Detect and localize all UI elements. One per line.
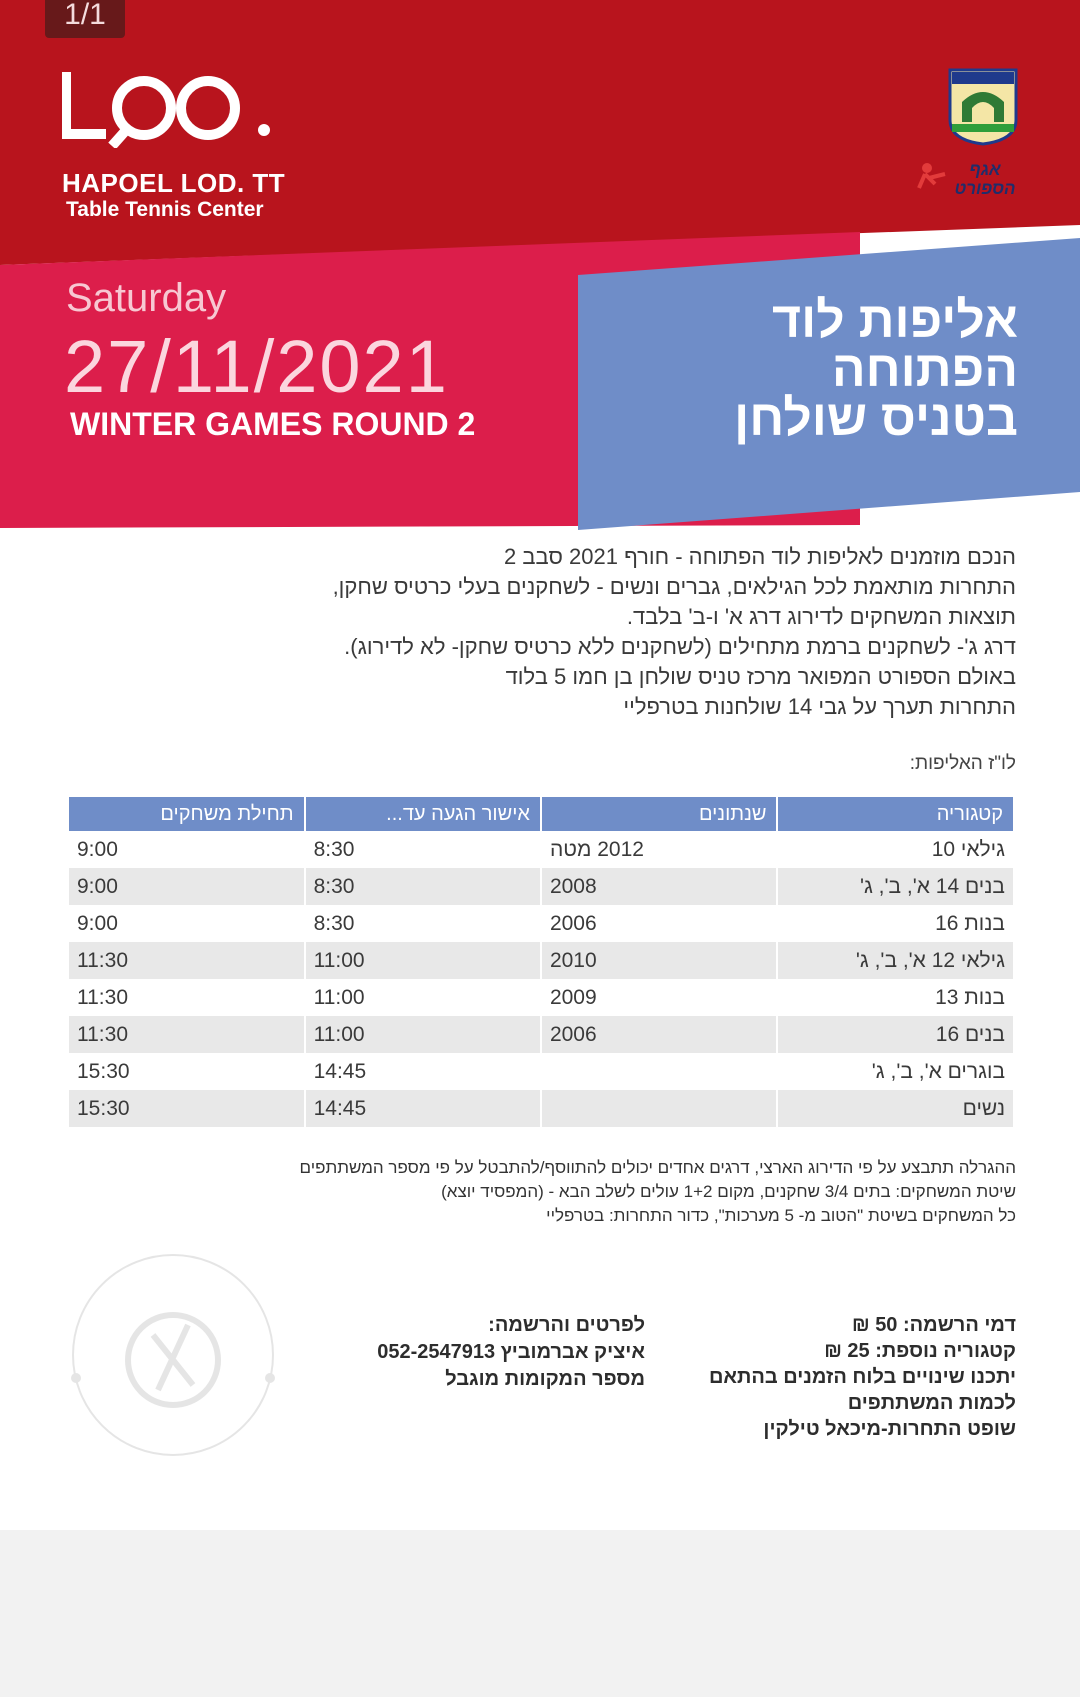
cell-category: גילאי 10 xyxy=(931,837,1005,861)
intro-line: התחרות מותאמת לכל הגילאים, גברים ונשים - לשחקנים בעלי כרטיס שחקן, xyxy=(332,574,1016,599)
cell-years: 2006 xyxy=(542,1016,777,1053)
intro-text xyxy=(116,542,1016,722)
cell-confirm: 8:30 xyxy=(313,837,355,861)
cell-years: 2012 מטה xyxy=(549,837,644,861)
note-line: כל המשחקים בשיטת "הטוב מ- 5 מערכות", כדור התחרות: בטרפליי xyxy=(546,1206,1016,1225)
cell-start: 15:30 xyxy=(69,1090,304,1127)
page-indicator: 1/1 xyxy=(45,0,125,38)
title-line: בטניס שולחן xyxy=(734,390,1018,446)
schedule-table xyxy=(67,797,1015,1127)
contact-line: איציק אברמוביץ 052-2547913 xyxy=(377,1341,645,1363)
contact-block xyxy=(340,1312,645,1393)
table-row xyxy=(69,1090,1013,1127)
cell-start: 11:30 xyxy=(77,985,128,1009)
fee-line: יתכנו שינויים בלוח הזמנים בהתאם xyxy=(708,1366,1016,1388)
header-confirm: אישור הגעה עד... xyxy=(306,797,540,831)
intro-line: דרג ג'- לשחקנים ברמת מתחילים (לשחקנים ללא כרטיס שחקן- לא לדירוג). xyxy=(344,634,1016,659)
cell-category: גילאי 12 א', ב', ג' xyxy=(778,942,1013,979)
cell-years xyxy=(542,1090,777,1127)
table-row xyxy=(69,979,1013,1016)
title-line: הפתוחה xyxy=(831,341,1018,397)
cell-start: 15:30 xyxy=(77,1059,130,1083)
event-day: Saturday xyxy=(66,276,227,320)
fees-block xyxy=(696,1312,1016,1442)
fee-line: שופט התחרות-מיכאל טילקין xyxy=(763,1418,1016,1440)
fee-line: קטגוריה נוספת: 25 ₪ xyxy=(824,1340,1016,1362)
cell-years xyxy=(542,1053,777,1090)
schedule-header-row xyxy=(69,797,1013,831)
cell-confirm: 11:00 xyxy=(313,985,365,1009)
cell-start: 11:30 xyxy=(69,942,304,979)
cell-category: בוגרים א', ב', ג' xyxy=(871,1059,1005,1083)
lod-logo-icon xyxy=(62,68,272,148)
club-name: HAPOEL LOD. TT xyxy=(62,168,286,198)
city-emblem-icon xyxy=(948,68,1018,146)
intro-line: באולם הספורט המפואר מרכז טניס שולחן בן חמו 5 בלוד xyxy=(505,664,1016,689)
table-row xyxy=(69,905,1013,942)
intro-line: התחרות תערך על גבי 14 שולחנות בטרפליי xyxy=(623,694,1016,719)
cell-confirm: 11:00 xyxy=(306,1016,540,1053)
title-line: אליפות לוד xyxy=(771,292,1018,348)
cell-years: 2008 xyxy=(542,868,777,905)
sport-department-label: אגף הספורט xyxy=(954,160,1016,198)
club-subtitle: Table Tennis Center xyxy=(66,198,264,221)
schedule-label: לו"ז האליפות: xyxy=(909,753,1016,774)
table-row xyxy=(69,831,1013,868)
header-category: קטגוריה xyxy=(778,797,1013,831)
rules-notes xyxy=(116,1156,1016,1228)
event-round: WINTER GAMES ROUND 2 xyxy=(70,406,476,442)
cell-years: 2009 xyxy=(549,985,597,1009)
cell-category: בנים 16 xyxy=(778,1016,1013,1053)
cell-category: בנות 16 xyxy=(935,911,1005,935)
fee-line: לכמות המשתתפים xyxy=(847,1392,1016,1414)
table-row xyxy=(69,1016,1013,1053)
fee-line: דמי הרשמה: 50 ₪ xyxy=(851,1314,1016,1336)
cell-category: בנים 14 א', ב', ג' xyxy=(778,868,1013,905)
cell-start: 9:00 xyxy=(77,911,118,935)
cell-confirm: 14:45 xyxy=(306,1090,540,1127)
club-logo xyxy=(62,68,272,153)
header-start: תחילת משחקים xyxy=(69,797,304,831)
table-row xyxy=(69,942,1013,979)
club-watermark-icon xyxy=(58,1240,288,1470)
header-years: שנתונים xyxy=(542,797,777,831)
cell-confirm: 8:30 xyxy=(313,911,355,935)
cell-years: 2010 xyxy=(542,942,777,979)
cell-category: נשים xyxy=(778,1090,1013,1127)
note-line: שיטת המשחקים: בתים 3/4 שחקנים, מקום 1+2 עולים לשלב הבא - (המפסיד יוצא) xyxy=(441,1182,1016,1201)
cell-years: 2006 xyxy=(549,911,597,935)
intro-line: הנכם מוזמנים לאליפות לוד הפתוחה - חורף 2021 סבב 2 xyxy=(504,544,1016,569)
event-date: 27/11/2021 xyxy=(64,325,449,408)
cell-start: 9:00 xyxy=(77,837,118,861)
intro-line: תוצאות המשחקים לדירוג דרג א' ו-ב' בלבד. xyxy=(626,604,1016,629)
cell-confirm: 14:45 xyxy=(313,1059,367,1083)
contact-line: לפרטים והרשמה: xyxy=(488,1314,645,1336)
contact-line: מספר המקומות מוגבל xyxy=(445,1368,645,1390)
cell-start: 9:00 xyxy=(69,868,304,905)
event-title xyxy=(598,292,1018,446)
cell-confirm: 8:30 xyxy=(306,868,540,905)
cell-category: בנות 13 xyxy=(935,985,1005,1009)
note-line: ההגרלה תתבצע על פי הדירוג הארצי, דרגים אחדים יכולים להתווסף/להתבטל על פי מספר המשתתפים xyxy=(299,1158,1016,1177)
cell-start: 11:30 xyxy=(69,1016,304,1053)
table-row xyxy=(69,1053,1013,1090)
table-row xyxy=(69,868,1013,905)
cell-confirm: 11:00 xyxy=(306,942,540,979)
